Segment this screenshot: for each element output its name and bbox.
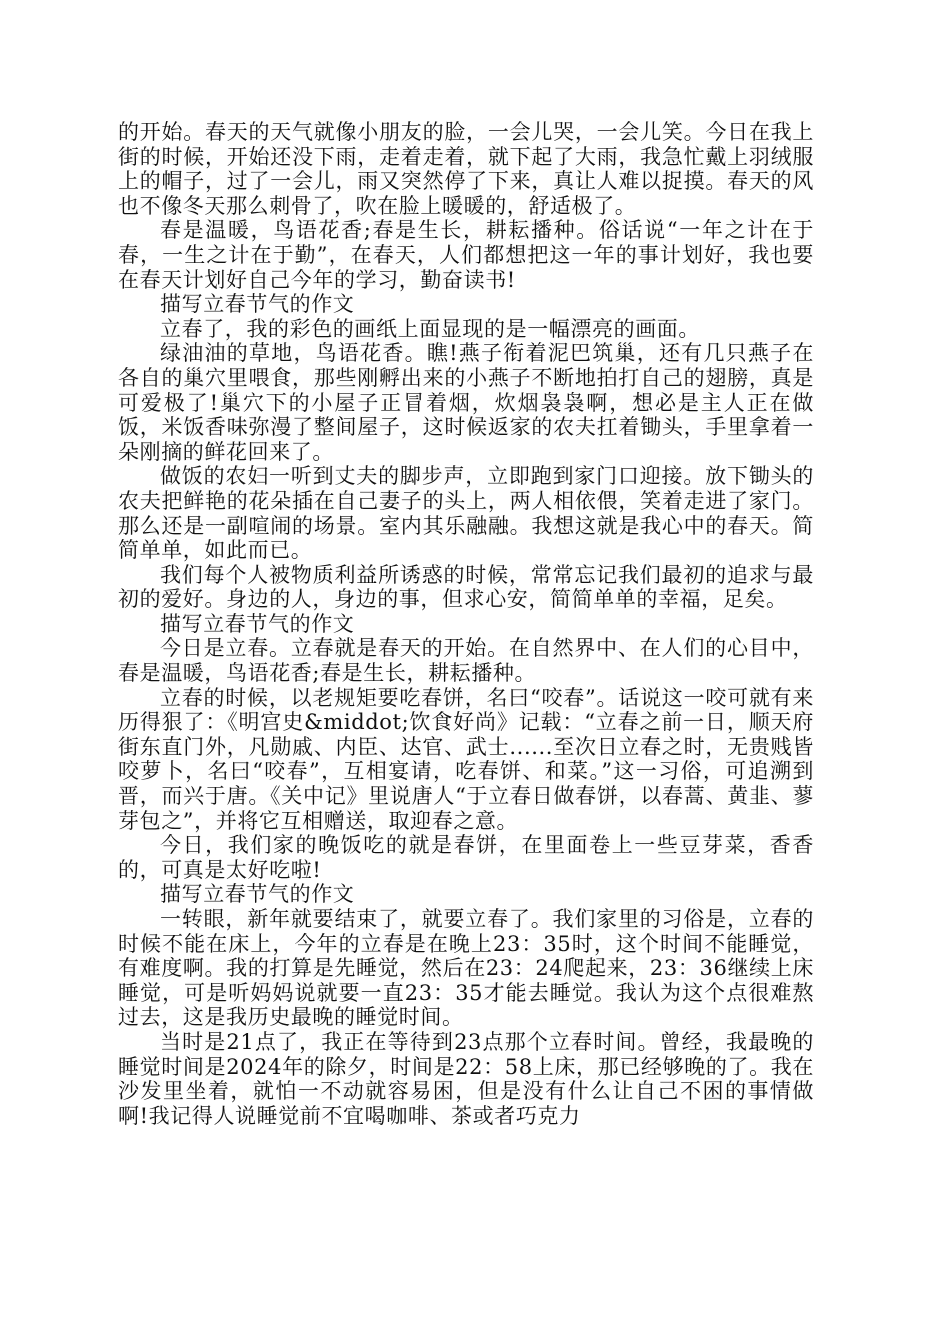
paragraph-10: 一转眼，新年就要结束了，就要立春了。我们家里的习俗是，立春的时候不能在床上，今年的立春是在晚上23：35时，这个时间不能睡觉，有难度啊。我的打算是先睡觉，然后在23：24爬起来，23：36继续上床睡觉，可是听妈妈说就要一直23：35才能去睡觉。我认为这个点很难熬过去，这是我历史最晚的睡觉时间。	[118, 907, 814, 1030]
paragraph-11: 当时是21点了，我正在等待到23点那个立春时间。曾经，我最晚的睡觉时间是2024年的除夕，时间是22：58上床，那已经够晚的了。我在沙发里坐着，就怕一不动就容易困，但是没有什么让自己不困的事情做啊!我记得人说睡觉前不宜喝咖啡、茶或者巧克力	[118, 1029, 814, 1128]
paragraph-8: 立春的时候，以老规矩要吃春饼，名曰“咬春”。话说这一咬可就有来历得狠了：《明宫史&middot;饮食好尚》记载：“立春之前一日，顺天府街东直门外，凡勋戚、内臣、达官、武士......至次日立春之时，无贵贱皆咬萝卜，名曰“咬春”，互相宴请，吃春饼、和菜。”这一习俗，可追溯到晋，而兴于唐。《关中记》里说唐人“于立春日做春饼，以春蒿、黄韭、蓼芽包之”，并将它互相赠送，取迎春之意。	[118, 685, 814, 833]
paragraph-4: 绿油油的草地，鸟语花香。瞧!燕子衔着泥巴筑巢，还有几只燕子在各自的巢穴里喂食，那些刚孵出来的小燕子不断地拍打自己的翅膀，真是可爱极了!巢穴下的小屋子正冒着烟，炊烟袅袅啊，想必是主人正在做饭，米饭香味弥漫了整间屋子，这时候返家的农夫扛着锄头，手里拿着一朵刚摘的鲜花回来了。	[118, 341, 814, 464]
paragraph-3: 立春了，我的彩色的画纸上面显现的是一幅漂亮的画面。	[160, 316, 700, 341]
paragraph-5: 做饭的农妇一听到丈夫的脚步声，立即跑到家门口迎接。放下锄头的农夫把鲜艳的花朵插在自己妻子的头上，两人相依偎，笑着走进了家门。那么还是一副喧闹的场景。室内其乐融融。我想这就是我心中的春天。简简单单，如此而已。	[118, 464, 814, 563]
paragraph-6: 我们每个人被物质利益所诱惑的时候，常常忘记我们最初的追求与最初的爱好。身边的人，身边的事，但求心安，简简单单的幸福，足矣。	[118, 562, 814, 612]
paragraph-2: 春是温暖，鸟语花香;春是生长，耕耘播种。俗话说“一年之计在于春，一生之计在于勤”，在春天，人们都想把这一年的事计划好，我也要在春天计划好自己今年的学习，勤奋读书!	[118, 218, 814, 292]
document-page	[118, 120, 814, 1128]
paragraph-7: 今日是立春。立春就是春天的开始。在自然界中、在人们的心目中，春是温暖，鸟语花香;春是生长，耕耘播种。	[118, 636, 814, 686]
section-heading-1: 描写立春节气的作文	[160, 292, 355, 317]
section-heading-2: 描写立春节气的作文	[160, 611, 355, 636]
paragraph-1: 的开始。春天的天气就像小朋友的脸，一会儿哭，一会儿笑。今日在我上街的时候，开始还没下雨，走着走着，就下起了大雨，我急忙戴上羽绒服上的帽子，过了一会儿，雨又突然停了下来，真让人难以捉摸。春天的风也不像冬天那么刺骨了，吹在脸上暖暖的，舒适极了。	[118, 120, 814, 218]
section-heading-3: 描写立春节气的作文	[160, 882, 355, 907]
paragraph-9: 今日，我们家的晚饭吃的就是春饼，在里面卷上一些豆芽菜，香香的，可真是太好吃啦!	[118, 833, 814, 882]
